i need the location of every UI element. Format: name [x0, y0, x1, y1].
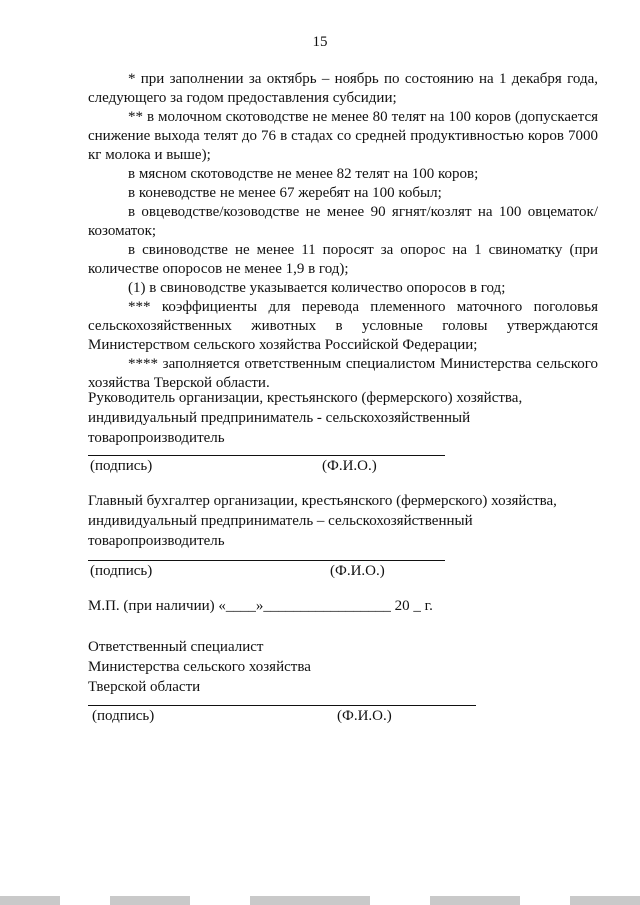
- scan-footer-artifact: [0, 896, 640, 905]
- signature-line: [88, 560, 445, 561]
- name-label: (Ф.И.О.): [330, 563, 385, 579]
- specialist-signature-role: [88, 637, 608, 697]
- role-line: товаропроизводитель: [88, 533, 225, 549]
- role-line: Министерства сельского хозяйства: [88, 659, 311, 675]
- name-label: (Ф.И.О.): [337, 708, 392, 724]
- footnotes-section: [88, 70, 598, 393]
- role-line: товаропроизводитель: [88, 430, 225, 446]
- signature-label: (подпись): [90, 458, 153, 474]
- footnote-sheep: в овцеводстве/козоводстве не менее 90 ягнят/козлят на 100 овцематок/козоматок;: [88, 204, 598, 239]
- footnote-2: ** в молочном скотоводстве не менее 80 телят на 100 коров (допускается снижение выхода телят до 76 в стадах со средней продуктивностью коров 7000 кг молока и выше);: [88, 109, 598, 163]
- head-signature-role: [88, 388, 608, 448]
- footnote-1: * при заполнении за октябрь – ноябрь по состоянию на 1 декабря года, следующего за годом предоставления субсидии;: [88, 71, 598, 106]
- footnote-3: *** коэффициенты для перевода племенного маточного поголовья сельскохозяйственных животных в условные головы утверждаются Министерством сельского хозяйства Российской Федерации;: [88, 299, 598, 353]
- name-label: (Ф.И.О.): [322, 458, 377, 474]
- role-line: индивидуальный предприниматель – сельскохозяйственный: [88, 513, 473, 529]
- role-line: Главный бухгалтер организации, крестьянского (фермерского) хозяйства,: [88, 493, 557, 509]
- stamp-date-line: М.П. (при наличии) «____»_________________ 20 _ г.: [88, 598, 433, 614]
- role-line: Ответственный специалист: [88, 639, 264, 655]
- role-line: Тверской области: [88, 679, 201, 695]
- signature-line: [88, 705, 476, 706]
- accountant-signature-role: [88, 491, 608, 551]
- footnote-farrowing: (1) в свиноводстве указывается количество опоросов в год;: [128, 280, 506, 296]
- footnote-beef: в мясном скотоводстве не менее 82 телят на 100 коров;: [128, 166, 479, 182]
- role-line: Руководитель организации, крестьянского (фермерского) хозяйства,: [88, 390, 523, 406]
- signature-label: (подпись): [92, 708, 155, 724]
- signature-label: (подпись): [90, 563, 153, 579]
- footnote-horse: в коневодстве не менее 67 жеребят на 100 кобыл;: [128, 185, 442, 201]
- footnote-4: **** заполняется ответственным специалистом Министерства сельского хозяйства Тверской области.: [88, 356, 598, 391]
- page-number: 15: [312, 34, 328, 50]
- role-line: индивидуальный предприниматель - сельскохозяйственный: [88, 410, 471, 426]
- signature-line: [88, 455, 445, 456]
- footnote-pig: в свиноводстве не менее 11 поросят за опорос на 1 свиноматку (при количестве опоросов не менее 1,9 в год);: [88, 242, 598, 277]
